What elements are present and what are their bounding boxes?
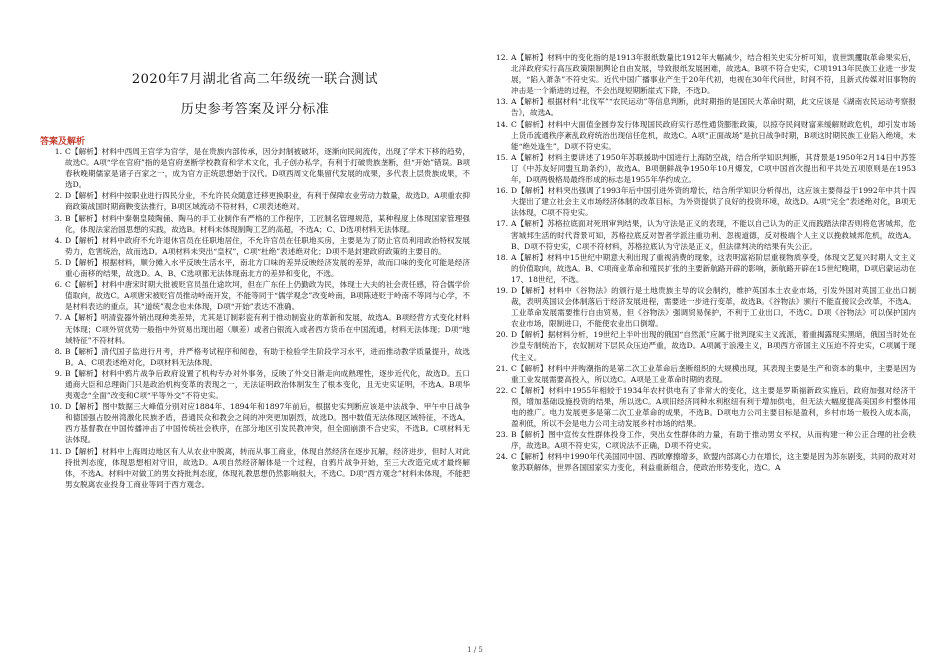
answer-number: 24. [495, 452, 508, 462]
answer-item [40, 446, 470, 490]
answer-number: 1. [54, 147, 62, 156]
answer-text: A【解析】明清瓷器外销出现种类差异，尤其是订制彩瓷有利于推动制瓷业的革新和发展，故选A。B项经营方式变化材料无体现；C项外贸优势一般指中外贸易出现出超（顺差）或者白银流入或者西方货币在中国流通，材料无法体现；D项“地域特征”不符材料。 [65, 313, 470, 345]
document-subtitle: 历史参考答案及评分标准 [180, 102, 330, 117]
answer-number: 17. [495, 219, 508, 229]
answer-number: 20. [495, 330, 508, 340]
answer-number: 2. [54, 191, 62, 201]
answer-item [486, 451, 916, 473]
answer-item [40, 368, 470, 401]
answer-number: 12. [495, 53, 508, 62]
answer-number: 8. [54, 346, 62, 356]
answer-number: 22. [495, 385, 508, 395]
answer-item [486, 329, 916, 362]
answer-text: D【解析】据材料分析，19世纪上半叶出现的俄国“自然派”应属于批判现实主义流派，着重揭露现实黑暗，俄国当时处在沙皇专制统治下，农奴制对下层民众压迫严重，故选D。A项属于浪漫主义，B项西方帝国主义压迫不符史实，C项属于现代主义。 [511, 330, 916, 362]
answer-text: C【解析】材料中西周王官学为官学，是在贵族内部传承，因分封制被破坏，逐渐向民间流传，出现了学术下移的趋势，故选C。A项“学在官府”指的是官府垄断学校教育和学术文化，孔子创办私学，有利于打破贵族垄断，但“开始”错误。B项春秋晚期儒家是诸子百家之一，成为官方正统思想始于汉代。D项西周文化集留代发展的成果，多代表上层贵族成果，不选D。 [65, 147, 470, 190]
answer-item [486, 252, 916, 285]
answer-number: 19. [495, 285, 508, 295]
answer-item [486, 96, 916, 118]
answer-number: 21. [495, 363, 508, 373]
answer-item [40, 279, 470, 312]
answer-text: A【解析】根据材料“北伐军”“农民运动”等信息判断，此时期指的是国民大革命时期，此文应该是《湖南农民运动考察报告》，故选A。 [511, 97, 916, 118]
answer-text: C【解析】材料中大面值金圆券发行体现国民政府实行恶性通货膨胀政策，以掠夺民间财富来缓解财政危机，却引发市场上货币流通秩序紊乱政府统治出现信任危机，故选C。A项“正面战场”是抗日战争时期，B项这时期民族工业陷入绝境，未能“绝处逢生”，D项不符史实。 [511, 119, 916, 151]
answer-number: 9. [54, 368, 62, 378]
answer-item [486, 52, 916, 96]
answer-item [486, 285, 916, 329]
answer-text: D【解析】根据材料，顺分摊入水平反映生活水平，南北方口味的差异反映经济发展的差异，故而口味的变化可能是经济重心南移的结果，故选D。A、B、C选项都无法体现南北方的差异和变化，不选。 [65, 257, 470, 279]
answer-text: C【解析】材料中1955年相较于1934年农村供电有了非常大的变化，这主要是罗斯福新政实施后，政府加强对经济干预，增加基础设施投资的结果，所以选C。A项旧经济同种水利枢纽有利于增加供电，但无法大幅度提高美国乡村整体用电的推广。电力发展更多是第二次工业革命的成果，不选B。D项电力公司主要目标是盈利，乡村市场一般投入成本高，盈利低，所以不会是电力公司主动发展乡村市场的结果。 [511, 385, 916, 429]
answer-item [486, 429, 916, 451]
answer-text: C【解析】材料中并购潮指的是第二次工业革命后垄断组织的大规模出现，其表现主要是生产和资本的集中，主要是因为重工业发展需要高投入，所以选C。A项是工业革命时期的表现。 [511, 363, 916, 384]
answer-text: D【解析】材料中上海周边地区有人从农业中脱离，转而从事工商业，体现自然经济在逐步瓦解，经济进步，但时人对此持批判态度，体现思想相对守旧，故选D。A项自然经济解体是一个过程，自鸦片战争开始，至三大改造完成才最终解体，不选A。材料中对做工的男女持批判态度，体现礼教思想仍然影响很大，不选C。D项“西方观念”材料未体现，不能把男女脱离农业投身工商业等同于西方观念。 [65, 446, 470, 489]
answer-item [40, 401, 470, 445]
answer-number: 18. [495, 252, 508, 262]
answer-text: B【解析】图中宣传女性群体投身工作，突出女性群体的力量，有助于推动男女平权，从而构建一种公正合理的社会秩序，故选B。A项不符史实，C项说法不正确，D项不符史实。 [511, 430, 916, 451]
answer-item [486, 119, 916, 152]
answer-number: 6. [54, 280, 62, 290]
answer-text: B【解析】材料中鸦片战争后政府设置了机构专办对外事务，反映了外交日渐走向成熟理性，逐步近代化，故选D。五口通商大臣和总理衙门只是政治机构变革的表现之一，无法证明政治体制发生了根本变化，且无史实证明，不选A。B项华夷观念“全面”改变和C项“平等外交”不符史实。 [65, 368, 470, 401]
answer-number: 13. [495, 97, 508, 107]
answer-list-right [486, 52, 916, 474]
answer-text: D【解析】图中数据三大峰值分别对应1884年、1894年和1897年前后，根据史实判断应该是中法战争、甲午中日战争和德国强占胶州湾激化民族矛盾，普通民众和教会之间的冲突更加剧烈，故选D。图中数值无法体现区域特征，不选A。西方基督教在中国传播冲击了中国传统社会秩序，在部分地区引发民教冲突，但全面崩溃不合史实，不选B。C项材料无法体现。 [65, 402, 470, 445]
answer-text: C【解析】材料中1990年代美国同中国、西欧摩擦增多，欧盟内部离心力在增长，这主要是因为苏东剧变，共同的敌对对象苏联解体，世界各国国家实力变化，利益重新组合，使政治形势变化，选C。A [511, 452, 916, 473]
answer-item [486, 152, 916, 185]
answer-item [40, 257, 470, 279]
answer-text: D【解析】材料中按职业进行四民分业，不允许民众随意迁移更换职业，有利于保障农业劳动力数量，故选D。A项重农抑商政策战国时期商鞅变法推行，B项区域流动不符材料，C项表述绝对。 [65, 191, 470, 212]
answer-item [40, 190, 470, 212]
page-number: 1 / 5 [467, 646, 483, 654]
answer-number: 15. [495, 152, 508, 162]
answer-item [486, 363, 916, 385]
answer-text: A【解析】材料中15世纪中期意大利出现了重视消费的现象，这表明富裕阶层重视物质享受，体现文艺复兴时期人文主义的价值取向，故选A。B、C项商业革命和殖民扩张的主要新航路开辟的影响，新航路开辟在15世纪晚期，D项启蒙运动在17、18世纪，不选。 [511, 252, 916, 284]
answer-text: D【解析】材料中政府不允许退休官员在任职地居住，不允许官员在任职地买房，主要是为了防止官员利用政治特权发展势力，危害统治，故而选D。A项材料未突出“皇权”，C项“杜绝”表述绝对化；D项不是封建政府政策的主要目的。 [65, 235, 470, 256]
answer-number: 11. [49, 446, 62, 456]
answer-text: A【解析】材料中的变化指的是1913年报纸数量比1912年大幅减少，结合相关史实分析可知，袁世凯攫取革命果实后，北洋政府实行高压政策限制舆论自由发展，导致报纸发展困难，故选A。B项不符合史实，C项1913年民族工业进一步发展，“陷入萧条”不符史实。近代中国广播事业产生于20年代初，电视在30年代问世，时间不符，且新式传媒对旧事物的冲击是一个渐进的过程，不会出现短期断崖式下降，不选D。 [511, 53, 916, 96]
answer-item [486, 385, 916, 429]
answer-text: B【解析】材料中秦朝皇陵陶俑、陶马的手工业制作有严格的工作程序，工匠制名管理规范，某种程度上体现国家管理强化，体现法家治国思想的实践，故选B。材料未体现制陶工艺的高超，不选A；C、D选项材料无法体现。 [65, 213, 470, 234]
answer-text: D【解析】材料突出强调了1993年后中国引进外资的增长，结合所学知识分析得出，这应该主要得益于1992年中共十四大提出了建立社会主义市场经济体制的改革目标，为外资提供了良好的投资环境，故选D。A项“完全”表述绝对化，B项无法体现，C项不符史实。 [511, 186, 916, 218]
answer-number: 3. [54, 213, 62, 223]
answer-item [40, 312, 470, 345]
answer-text: D【解析】材料中《谷物法》的颁行是土地贵族主导的议会制约，维护英国本土农业市场，引发外国对英国工业出口制裁，表明英国议会体制落后于经济发展进程，需要进一步进行变革，故选B。《谷物法》颁行不能直接议会改革，不选A。工业革命发展需要推行自由贸易，但《谷物法》强调贸易保护，不利于工业出口，不选C。D项《谷物法》可以保护国内农业市场，限制进口，不能使农业出口倒增。 [511, 285, 916, 329]
answer-list-left [40, 146, 470, 490]
answer-text: B【解析】清代国子监进行月考，并严格考试程序和阅卷，有助于检验学生阶段学习水平，进而推动教学质量提升，故选B。A、C项表述绝对化，D项材料无法体现。 [65, 346, 470, 367]
answer-number: 23. [495, 430, 508, 440]
answer-number: 16. [495, 186, 508, 196]
answer-text: A【解析】苏格拉底面对死刑审判结果，认为守法是正义的表现，不能以自己认为的正义而践踏法律否则将危害城邦，危害城邦生活的时代背景可知，苏格拉底反对智者学派注重功利、忽视道德，反对极端个人主义以挽救城邦危机，故选A。B、D项不符史实，C项不符材料，苏格拉底认为守法是正义，但法律判决的结果有失公正。 [511, 219, 916, 251]
answer-number: 10. [49, 402, 62, 412]
answer-text: A【解析】材料主要讲述了1950年苏联援助中国进行上海防空战，结合所学知识判断，其背景是1950年2月14日中苏签订《中苏友好同盟互助条约》，故选A。B项朝鲜战争1950年10月爆发，C项中国首次提出和平共处五项原则是在1953年，D项两极格局最终形成的标志是1955年华约成立。 [511, 152, 916, 185]
answer-number: 7. [54, 313, 62, 323]
answer-item [486, 185, 916, 218]
section-heading: 答案及解析 [40, 137, 86, 147]
answer-item [40, 213, 470, 235]
answer-item [40, 346, 470, 368]
answer-number: 5. [54, 257, 62, 267]
answer-item [486, 218, 916, 251]
answer-item [40, 235, 470, 257]
answer-item [40, 146, 470, 190]
answer-number: 14. [495, 119, 508, 129]
answer-text: C【解析】材料中唐宋时期大批被贬官员虽仕途坎坷，但在广东任上仍勤政为民，体现士大夫的社会责任感，符合儒学价值取向，故选C。A项唐宋被贬官员推动岭南开发，不能等同于“儒学观念”改变岭南，B项陈迹贬于岭南不等同与心学，不是材料表达的重点，其“道统”观念也未体现，D项“开始”表达不准确。 [65, 280, 470, 312]
answer-number: 4. [54, 235, 62, 245]
document-title: 2020年7月湖北省高二年级统一联合测试 [131, 72, 379, 87]
